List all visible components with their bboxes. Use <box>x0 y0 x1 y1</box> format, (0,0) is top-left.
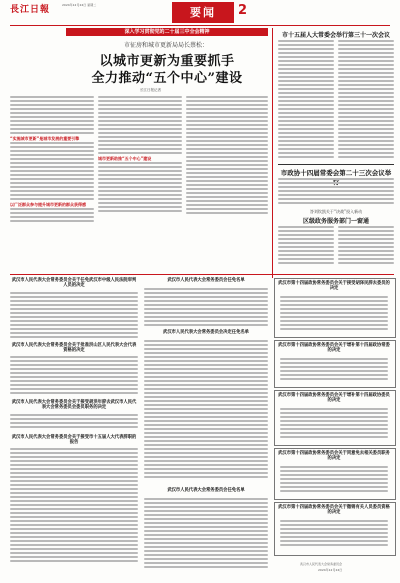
notice-5-body <box>144 288 268 328</box>
notice-4-title: 武汉市人民代表大会常务委员会关于接受市十五届人大代表辞职的报告 <box>11 435 137 445</box>
footer-date: 2024年12月24日 <box>318 568 343 572</box>
notice-7-title: 武汉市人民代表大会常务委员会任免名单 <box>167 488 245 493</box>
notice-10-title: 武汉市第十四届政协常务委员会关于增补第十四届政协委员的决定 <box>278 393 390 403</box>
lead-strip: 深入学习贯彻党的二十届三中全会精神 <box>66 28 268 36</box>
notice-11-body <box>280 466 388 494</box>
lead-byline: 长江日报记者 <box>140 88 161 92</box>
right-headline-1: 市十五届人大常委会举行第三十一次会议 <box>281 32 390 39</box>
right-body-3b <box>338 226 394 266</box>
notice-3-title: 武汉市人民代表大会常务委员会关于接受胡洪年辞去武汉市人民代表大会常务委员会委员职务的决定 <box>11 400 137 410</box>
notice-6-title: 武汉市人民代表大会常务委员会决定任免名单 <box>163 330 249 335</box>
section-badge: 要闻 <box>172 2 234 23</box>
right-body-1a <box>278 40 334 160</box>
notice-1-title: 武汉市人民代表大会常务委员会关于任免武汉市中级人民法院审判人员的决定 <box>11 278 137 288</box>
lead-subhead-2: 城市更新助推“五个中心”建设 <box>98 156 152 161</box>
notice-9-title: 武汉市第十四届政协常务委员会关于增补第十四届政协常委的决定 <box>278 343 390 353</box>
column-divider <box>272 28 273 278</box>
header-rule <box>10 25 390 26</box>
notice-6-body <box>144 340 268 480</box>
notice-4-body <box>10 448 138 564</box>
notice-7-body <box>144 498 268 570</box>
right-subtitle-3: 答刘钦凯关于“决战”投入新动 <box>309 209 363 214</box>
notices-rule <box>10 274 394 275</box>
newspaper-logo: 長江日報 <box>10 5 51 15</box>
notice-10-body <box>280 408 388 440</box>
notice-1-body <box>10 292 138 340</box>
notice-8-title: 武汉市第十四届政协常务委员会关于接受胡泽民辞去委员的决定 <box>278 281 390 291</box>
right-body-3a <box>278 226 334 266</box>
lead-body-col-3 <box>186 96 268 216</box>
lead-body-col-2 <box>98 96 182 214</box>
right-headline-2: 市政协十四届常委会第二十三次会议举 <box>280 169 392 177</box>
notice-3-body <box>10 414 138 430</box>
lead-subhead-3: 以广泛群众参与提升城市更新的群众获得感 <box>10 202 86 207</box>
masthead <box>10 2 390 24</box>
notice-12-body <box>280 520 388 548</box>
issue-meta: 2024年12月24日 星期二 <box>62 3 97 7</box>
right-body-1b <box>338 40 394 160</box>
notice-8-body <box>280 296 388 332</box>
lead-headline-1: 以城市更新为重要抓手 <box>99 54 235 69</box>
notice-2-title: 武汉市人民代表大会常务委员会关于批准洪山区人民代表大会代表资格的决定 <box>11 343 137 353</box>
lead-subhead-1: “实施城市更新”是城市发展的重要引擎 <box>10 136 80 141</box>
right-headline-3: 区级政务服务部门一窗通 <box>302 218 369 225</box>
right-rule-1 <box>278 164 394 165</box>
lead-headline-2: 全力推动“五个中心”建设 <box>91 71 243 86</box>
lead-kicker: 市征房和城市更新局局长蔡松： <box>123 42 208 49</box>
notice-12-title: 武汉市第十四届政协常务委员会关于撤销有关人员委员资格的决定 <box>278 505 390 515</box>
page-number: 2 <box>238 3 248 18</box>
right-body-2 <box>278 178 394 206</box>
lead-body-col-1 <box>10 96 94 224</box>
notice-2-body <box>10 356 138 396</box>
notice-5-title: 武汉市人民代表大会常务委员会任免名单 <box>167 278 245 283</box>
notice-9-body <box>280 358 388 382</box>
notice-11-title: 武汉市第十四届政协常务委员会关于同意免去相关委员职务的决定 <box>278 451 390 461</box>
footer-issuer: 武汉市人民代表大会常务委员会 <box>300 562 343 566</box>
